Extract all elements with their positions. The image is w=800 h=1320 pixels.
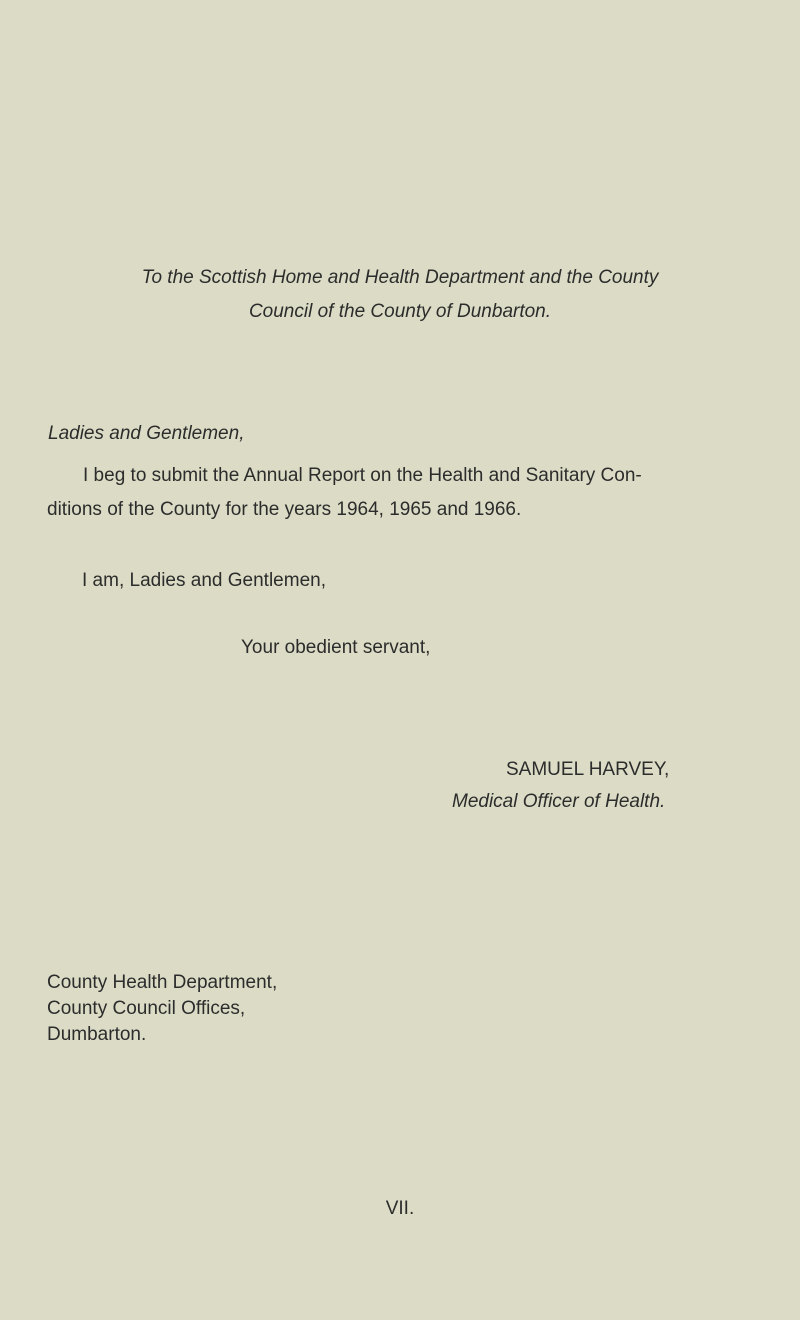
signature-title: Medical Officer of Health. (452, 791, 666, 812)
addressee-line-1: To the Scottish Home and Health Department and the County (141, 267, 659, 288)
address-line-1: County Health Department, (47, 972, 278, 993)
closing-line-2: Your obedient servant, (241, 637, 431, 658)
signature-name: SAMUEL HARVEY, (506, 759, 670, 780)
page-number: VII. (385, 1198, 415, 1219)
address-line-2: County Council Offices, (47, 998, 246, 1019)
address-line-3: Dumbarton. (47, 1024, 147, 1045)
salutation: Ladies and Gentlemen, (48, 423, 245, 444)
body-line-2: ditions of the County for the years 1964, 1965 and 1966. (47, 499, 522, 520)
body-line-1: I beg to submit the Annual Report on the Health and Sanitary Con- (83, 465, 642, 486)
closing-line-1: I am, Ladies and Gentlemen, (82, 570, 326, 591)
addressee-line-2: Council of the County of Dunbarton. (248, 301, 552, 322)
